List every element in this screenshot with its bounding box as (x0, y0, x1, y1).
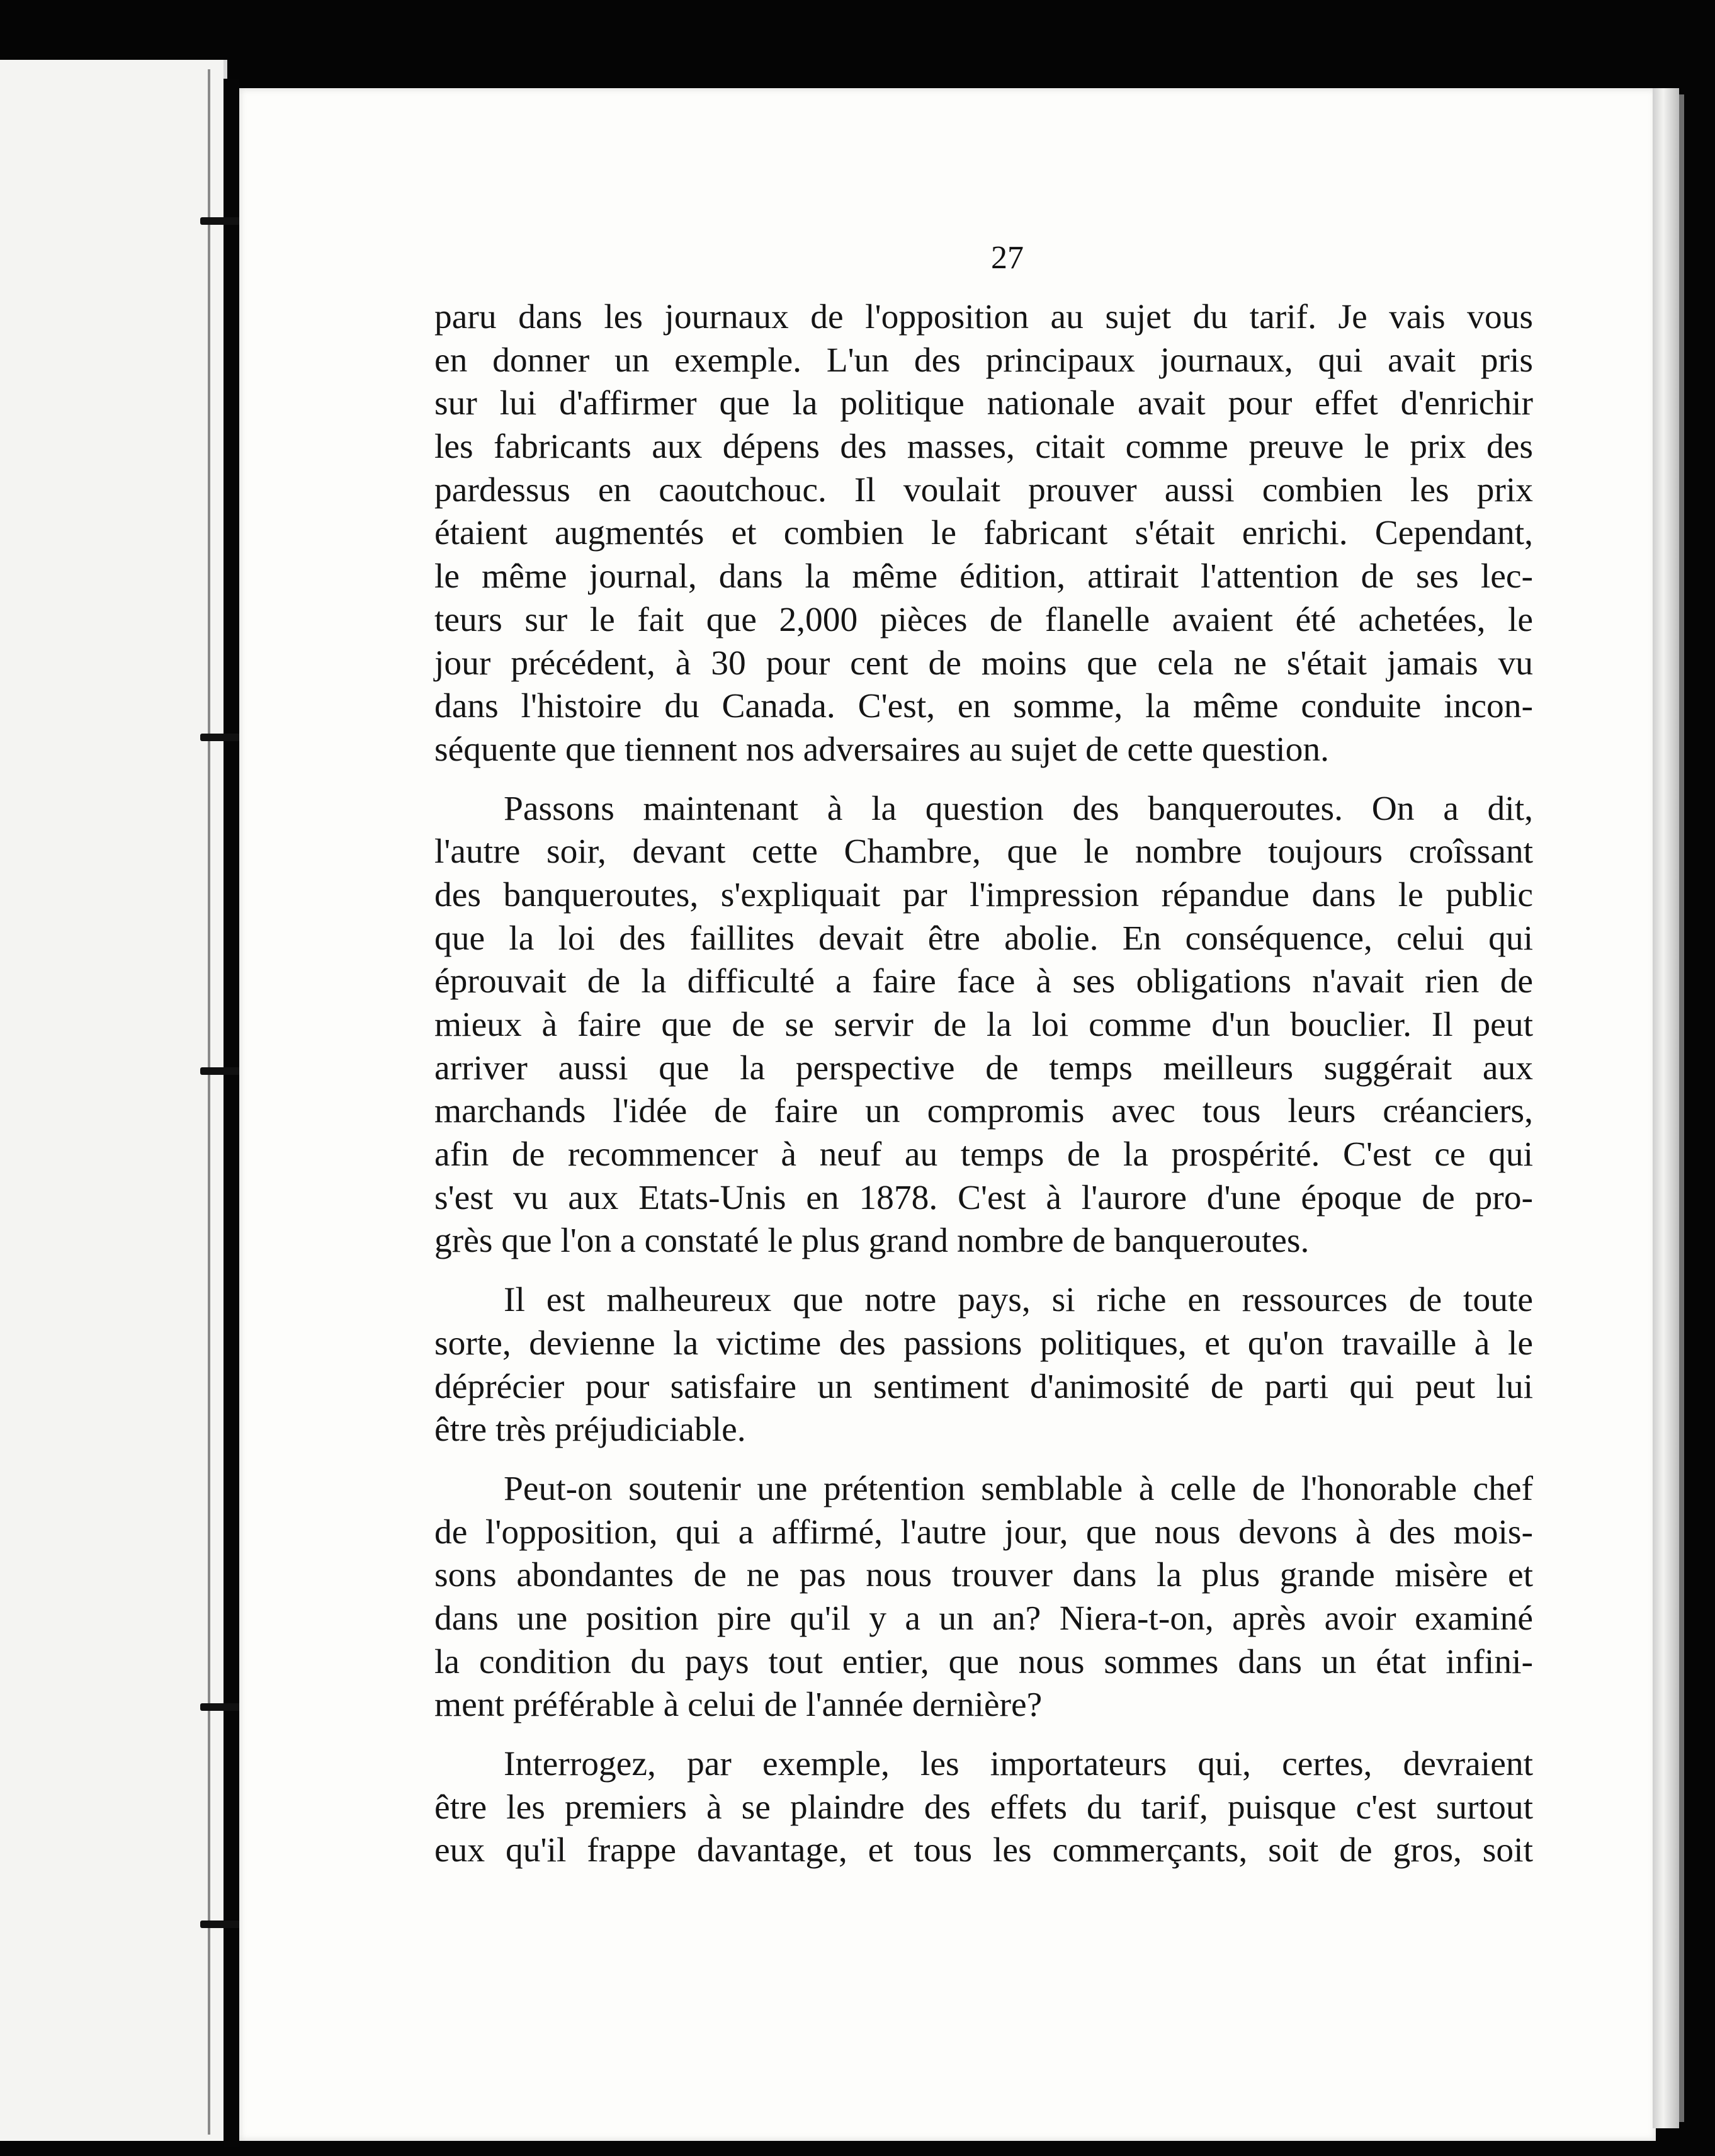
paragraph (434, 1468, 1533, 1727)
page-number: 27 (991, 240, 1024, 276)
text-line: l'autre soir, devant cette Chambre, que le nombre toujours croîssant (434, 832, 1533, 871)
text-line: séquente que tiennent nos adversaires au sujet de cette question. (434, 730, 1329, 769)
paragraph (434, 788, 1533, 1264)
text-line: de l'opposition, qui a affirmé, l'autre jour, que nous devons à des mois- (434, 1512, 1533, 1552)
body-text (434, 296, 1533, 1888)
text-line: en donner un exemple. L'un des principaux journaux, qui avait pris (434, 341, 1533, 380)
text-line: sorte, devienne la victime des passions politiques, et qu'on travaille à le (434, 1324, 1533, 1363)
left-page-edge (0, 60, 227, 2141)
text-line: sons abondantes de ne pas nous trouver dans la plus grande misère et (434, 1556, 1533, 1595)
text-line: marchands l'idée de faire un compromis avec tous leurs créanciers, (434, 1092, 1533, 1131)
text-line: jour précédent, à 30 pour cent de moins que cela ne s'était jamais vu (434, 644, 1533, 683)
page-stack-edge (1653, 88, 1679, 2128)
paragraph (434, 296, 1533, 772)
text-line: étaient augmentés et combien le fabricant s'était enrichi. Cependant, (434, 514, 1533, 553)
text-line: déprécier pour satisfaire un sentiment d'animosité de parti qui peut lui (434, 1367, 1533, 1406)
text-line: être très préjudiciable. (434, 1410, 746, 1450)
text-line: grès que l'on a constaté le plus grand nombre de banqueroutes. (434, 1222, 1310, 1261)
text-line: le même journal, dans la même édition, attirait l'attention de ses lec- (434, 557, 1533, 596)
text-line: Peut-on soutenir une prétention semblable à celle de l'honorable chef (504, 1469, 1533, 1508)
book-spine (224, 79, 239, 2147)
text-line: pardessus en caoutchouc. Il voulait prouver aussi combien les prix (434, 470, 1533, 509)
page-stack-shadow (1679, 94, 1684, 2122)
text-line: éprouvait de la difficulté a faire face à ses obligations n'avait rien de (434, 962, 1533, 1001)
text-line: dans une position pire qu'il y a un an? Niera-t-on, après avoir examiné (434, 1599, 1533, 1638)
text-line: paru dans les journaux de l'opposition au sujet du tarif. Je vais vous (434, 298, 1533, 336)
text-line: mieux à faire que de se servir de la loi comme d'un bouclier. Il peut (434, 1006, 1533, 1044)
text-line: les fabricants aux dépens des masses, citait comme preuve le prix des (434, 428, 1533, 467)
text-line: que la loi des faillites devait être abolie. En conséquence, celui qui (434, 919, 1533, 958)
text-line: sur lui d'affirmer que la politique nationale avait pour effet d'enrichir (434, 384, 1533, 423)
text-line: dans l'histoire du Canada. C'est, en somme, la même conduite incon- (434, 687, 1533, 726)
text-line: arriver aussi que la perspective de temps meilleurs suggérait aux (434, 1048, 1533, 1087)
text-line: être les premiers à se plaindre des effets du tarif, puisque c'est surtout (434, 1788, 1533, 1827)
text-line: ment préférable à celui de l'année dernière? (434, 1686, 1043, 1725)
text-line: Interrogez, par exemple, les importateurs qui, certes, devraient (504, 1745, 1533, 1783)
paragraph (434, 1743, 1533, 1873)
text-line: afin de recommencer à neuf au temps de la prospérité. C'est ce qui (434, 1135, 1533, 1174)
text-line: la condition du pays tout entier, que nous sommes dans un état infini- (434, 1642, 1533, 1681)
text-line: Il est malheureux que notre pays, si riche en ressources de toute (504, 1281, 1533, 1320)
text-line: s'est vu aux Etats-Unis en 1878. C'est à l'aurore d'une époque de pro- (434, 1178, 1533, 1217)
left-page-margin-line (208, 69, 210, 2135)
text-line: des banqueroutes, s'expliquait par l'impression répandue dans le public (434, 875, 1533, 914)
text-line: Passons maintenant à la question des banqueroutes. On a dit, (504, 789, 1533, 828)
text-line: teurs sur le fait que 2,000 pièces de flanelle avaient été achetées, le (434, 600, 1533, 639)
text-line: eux qu'il frappe davantage, et tous les commerçants, soit de gros, soit (434, 1831, 1533, 1870)
paragraph (434, 1279, 1533, 1452)
